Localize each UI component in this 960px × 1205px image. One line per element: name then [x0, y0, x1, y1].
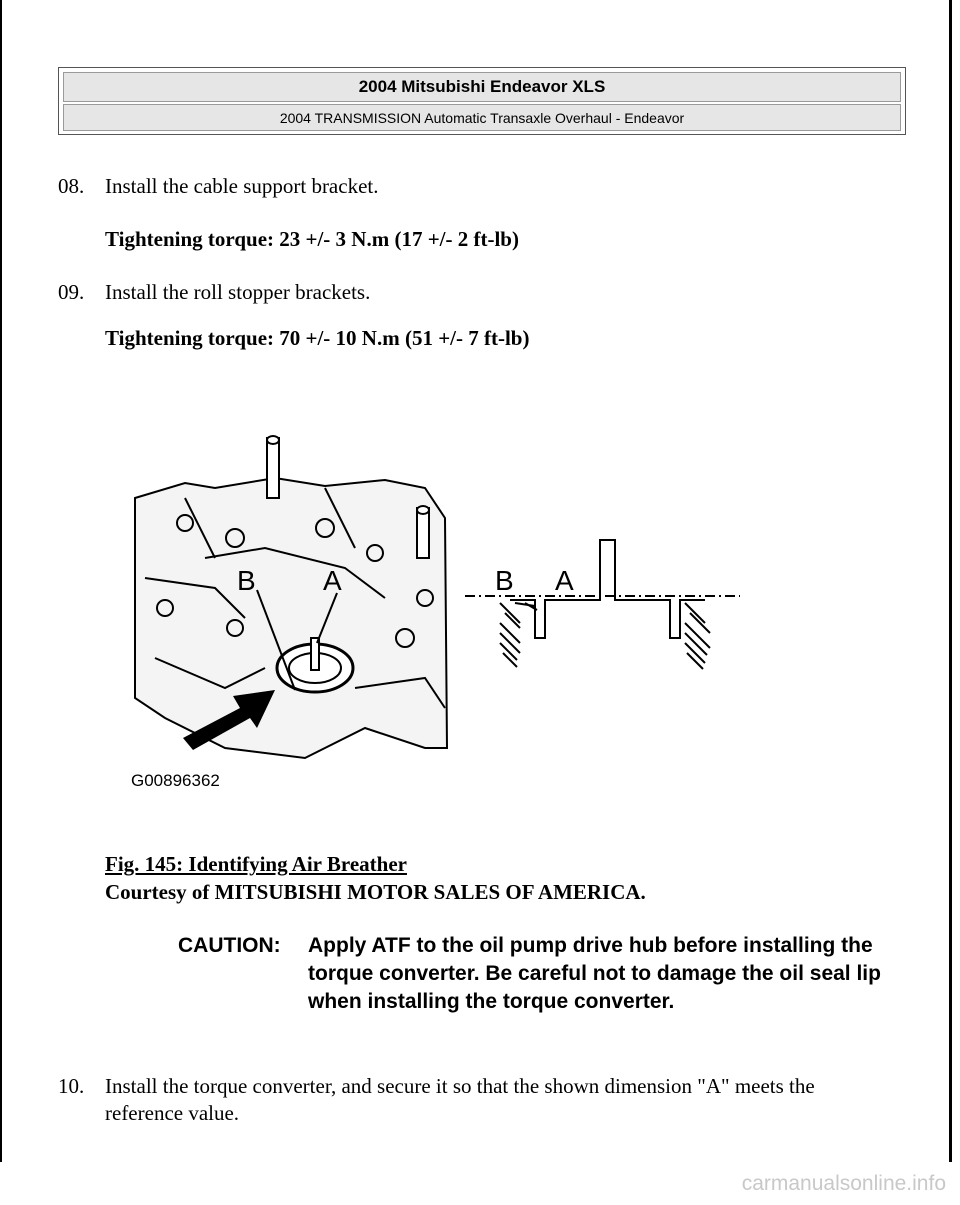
caution-note: [178, 932, 898, 1016]
step-10: [58, 1073, 878, 1127]
step-text: Install the torque converter, and secure it so that the shown dimension "A" meets the reference value.: [105, 1074, 815, 1125]
label-a: A: [323, 565, 342, 596]
page-border-left: [0, 0, 2, 1162]
caution-text: Apply ATF to the oil pump drive hub before installing the torque converter. Be careful not to damage the oil seal lip when installing the torque converter.: [308, 934, 881, 1013]
document-header: [58, 67, 906, 135]
header-title: 2004 Mitsubishi Endeavor XLS: [63, 72, 901, 102]
header-subtitle: 2004 TRANSMISSION Automatic Transaxle Overhaul - Endeavor: [63, 104, 901, 131]
step-number: 08.: [58, 174, 85, 198]
step-08: [58, 172, 378, 200]
step-text: Install the cable support bracket.: [105, 174, 379, 198]
cross-section-drawing: [465, 540, 740, 669]
label-b-section: B: [495, 565, 514, 596]
figure-air-breather: [125, 428, 745, 798]
label-b: B: [237, 565, 256, 596]
figure-code: G00896362: [131, 771, 220, 790]
step-09: [58, 278, 370, 306]
step-number: 10.: [58, 1074, 85, 1098]
caution-label: CAUTION:: [178, 934, 281, 957]
figure-caption[interactable]: Fig. 145: Identifying Air Breather: [105, 852, 407, 876]
figure-illustration: [125, 428, 745, 798]
step-09-torque: Tightening torque: 70 +/- 10 N.m (51 +/- 7 ft-lb): [105, 326, 530, 350]
transaxle-drawing: [135, 436, 447, 758]
figure-courtesy: Courtesy of MITSUBISHI MOTOR SALES OF AMERICA.: [105, 880, 646, 904]
step-08-torque: Tightening torque: 23 +/- 3 N.m (17 +/- 2 ft-lb): [105, 227, 519, 251]
page-border-right: [949, 0, 952, 1162]
watermark: carmanualsonline.info: [0, 1162, 960, 1205]
step-number: 09.: [58, 280, 85, 304]
label-a-section: A: [555, 565, 574, 596]
step-text: Install the roll stopper brackets.: [105, 280, 371, 304]
